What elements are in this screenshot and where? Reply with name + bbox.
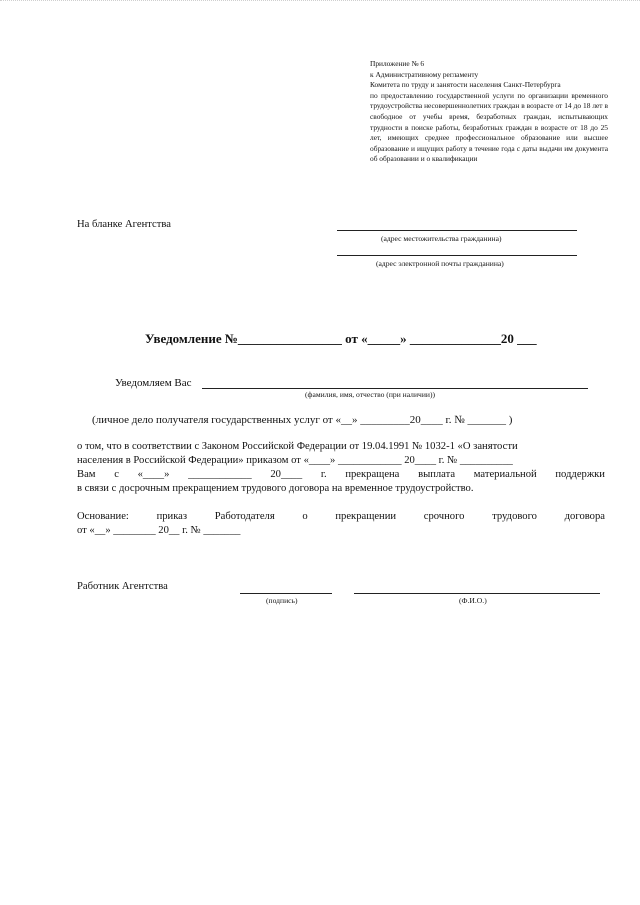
letterhead-label: На бланке Агентства: [77, 219, 171, 230]
paragraph-text: населения в Российской Федерации» приказом от «____» ____________ 20____ г. № __________: [77, 455, 513, 466]
word: трудового: [492, 511, 537, 522]
word: Работодателя: [214, 511, 275, 522]
signature-line: [240, 593, 332, 594]
word: выплата: [418, 469, 456, 480]
paragraph-line: [77, 482, 605, 496]
email-caption: (адрес электронной почты гражданина): [376, 259, 504, 268]
basis-paragraph: [77, 510, 605, 538]
paragraph-line: [77, 440, 605, 454]
word: прекращена: [345, 469, 400, 480]
word: приказ: [156, 511, 188, 522]
paragraph-line-justified: [77, 510, 605, 524]
personal-file-line: (личное дело получателя государственных услуг от «__» _________20____ г. № _______ ): [92, 414, 513, 426]
fio-line: [354, 593, 600, 594]
word: ____________: [188, 469, 252, 480]
fio-caption: (Ф.И.О.): [459, 596, 487, 605]
word: срочного: [423, 511, 465, 522]
scan-edge-artifact: [0, 0, 640, 7]
notify-lead: Уведомляем Вас: [115, 377, 192, 389]
word: Вам: [77, 469, 96, 480]
paragraph-text: в связи с досрочным прекращением трудового договора на временное трудоустройство.: [77, 483, 474, 494]
appendix-block: [370, 59, 608, 165]
word: г.: [320, 469, 327, 480]
fullname-caption: (фамилия, имя, отчество (при наличии)): [305, 390, 436, 399]
word: поддержки: [555, 469, 605, 480]
address-line: [337, 230, 577, 231]
signature-label: Работник Агентства: [77, 581, 168, 592]
word: Основание:: [77, 511, 129, 522]
fullname-line: [202, 388, 588, 389]
word: договора: [564, 511, 605, 522]
notice-paragraph: [77, 440, 605, 496]
paragraph-line-justified: [77, 468, 605, 482]
word: 20____: [270, 469, 303, 480]
appendix-number: Приложение № 6: [370, 59, 425, 68]
paragraph-text: о том, что в соответствии с Законом Российской Федерации от 19.04.1991 № 1032-1 «О занятости: [77, 441, 518, 452]
address-caption: (адрес местожительства гражданина): [381, 234, 502, 243]
paragraph-text: от «__» ________ 20__ г. № _______: [77, 525, 241, 536]
word: «____»: [137, 469, 170, 480]
appendix-regulation: к Административному регламенту: [370, 69, 479, 79]
word: о: [302, 511, 308, 522]
paragraph-line: [77, 524, 605, 538]
word: с: [114, 469, 119, 480]
email-line: [337, 255, 577, 256]
word: прекращении: [335, 511, 397, 522]
signature-caption: (подпись): [266, 596, 298, 605]
appendix-service-description: по предоставлению государственной услуги по организации временного трудоустройства несовершеннолетних граждан в возрасте от 14 до 18 лет в свободное от учебы время, безработных граждан, испытывающих трудности в поиске работы, безработных граждан в возрасте от 18 до 25 лет, имеющих среднее профессиональное образование или высшее образование и ищущих работу в течение года с даты выдачи им документа об образовании и о квалификации: [370, 90, 608, 164]
appendix-committee: Комитета по труду и занятости населения Санкт-Петербурга: [370, 80, 561, 90]
word: материальной: [473, 469, 537, 480]
notice-title: Уведомление №________________ от «_____» ______________20 ___: [145, 331, 537, 346]
paragraph-line: [77, 454, 605, 468]
